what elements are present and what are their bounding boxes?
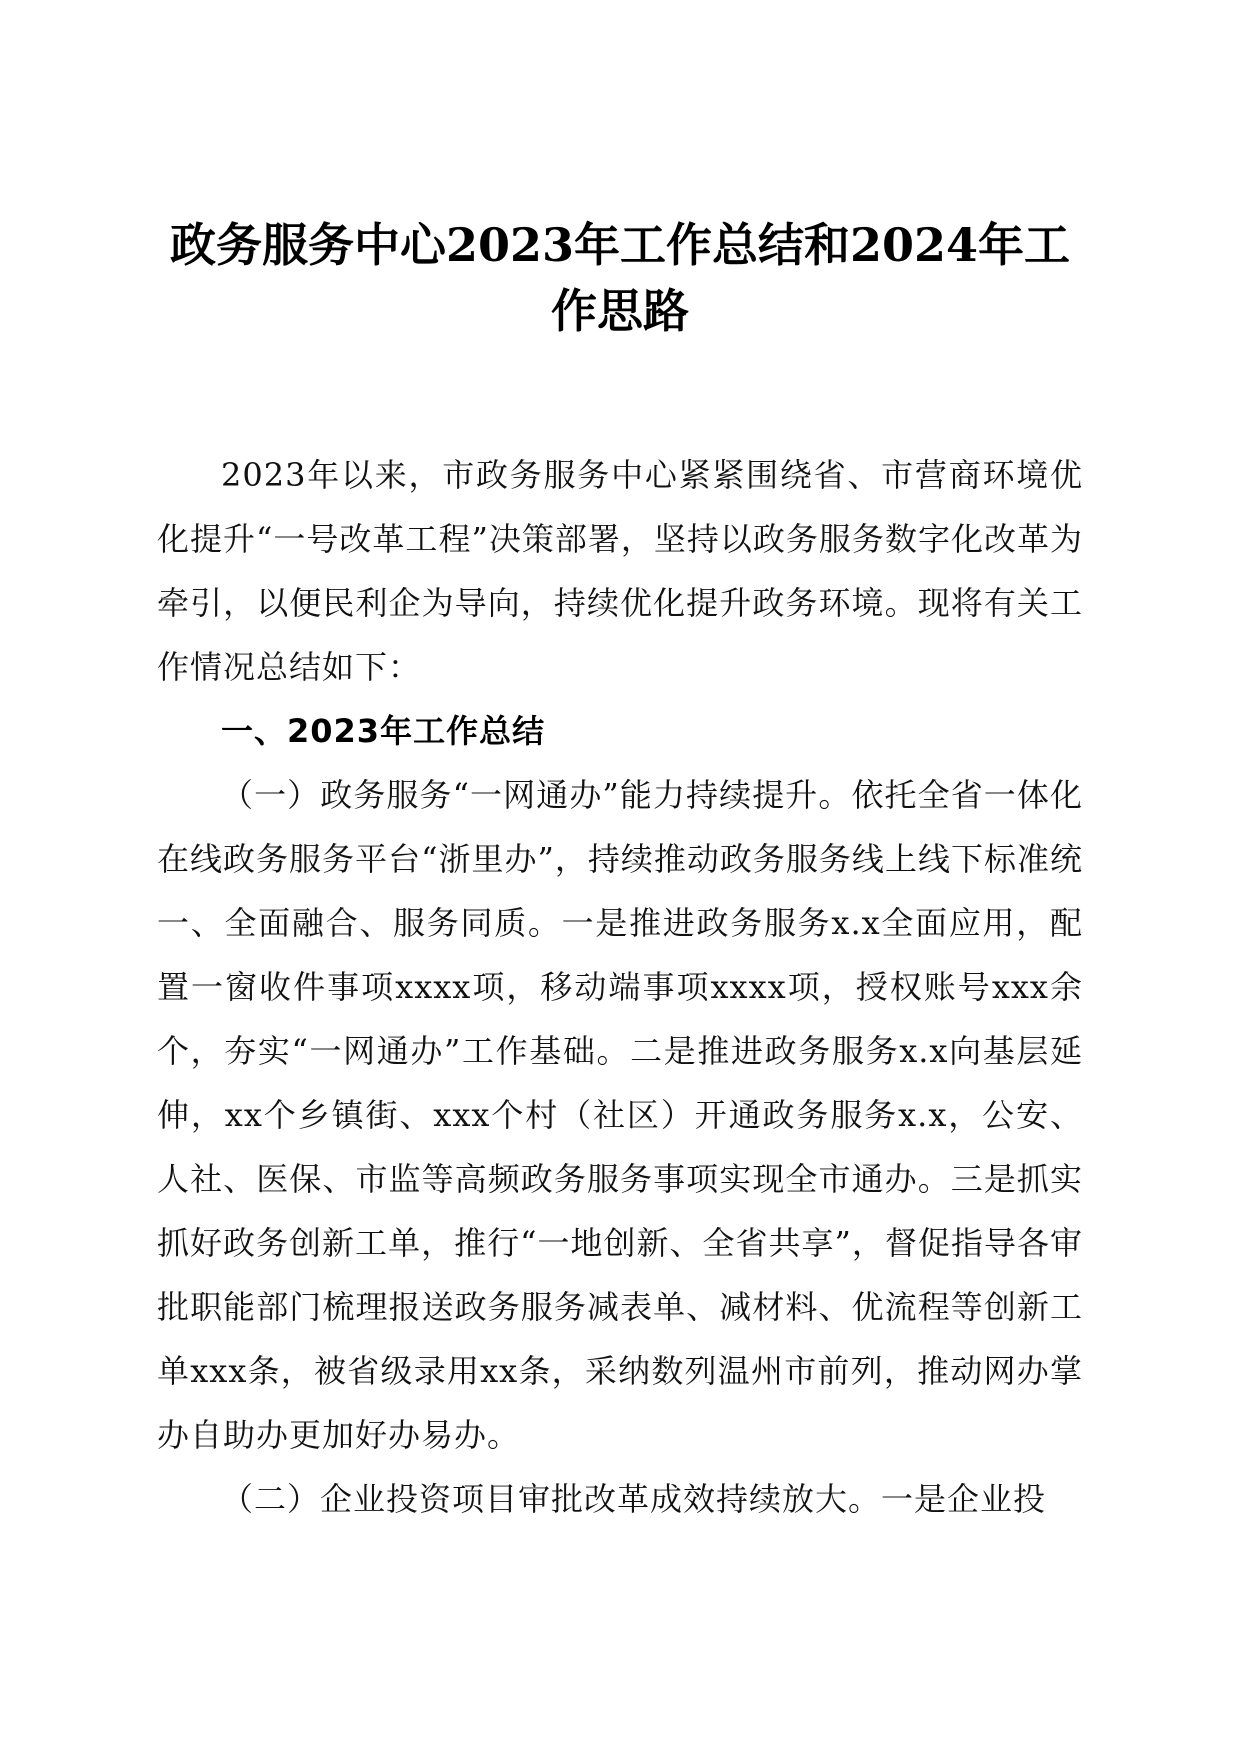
document-body (157, 443, 1083, 1531)
paragraph-investment-approval: （二）企业投资项目审批改革成效持续放大。一是企业投 (221, 1480, 1047, 1518)
intro-paragraph: 2023年以来，市政务服务中心紧紧围绕省、市营商环境优化提升“一号改革工程”决策部署，坚持以政务服务数字化改革为牵引，以便民利企为导向，持续优化提升政务环境。现将有关工作情况总结如下： (157, 456, 1083, 686)
paragraph-online-services: （一）政务服务“一网通办”能力持续提升。依托全省一体化在线政务服务平台“浙里办”，持续推动政务服务线上线下标准统一、全面融合、服务同质。一是推进政务服务x.x全面应用，配置一窗收件事项xxxx项，移动端事项xxxx项，授权账号xxx余个，夯实“一网通办”工作基础。二是推进政务服务x.x向基层延伸，xx个乡镇街、xxx个村（社区）开通政务服务x.x，公安、人社、医保、市监等高频政务服务事项实现全市通办。三是抓实抓好政务创新工单，推行“一地创新、全省共享”，督促指导各审批职能部门梳理报送政务服务减表单、减材料、优流程等创新工单xxx条，被省级录用xx条，采纳数列温州市前列，推动网办掌办自助办更加好办易办。 (157, 776, 1083, 1454)
document-title: 政务服务中心2023年工作总结和2024年工作思路 (169, 218, 1071, 338)
section-heading-2023-summary: 一、2023年工作总结 (221, 712, 546, 750)
